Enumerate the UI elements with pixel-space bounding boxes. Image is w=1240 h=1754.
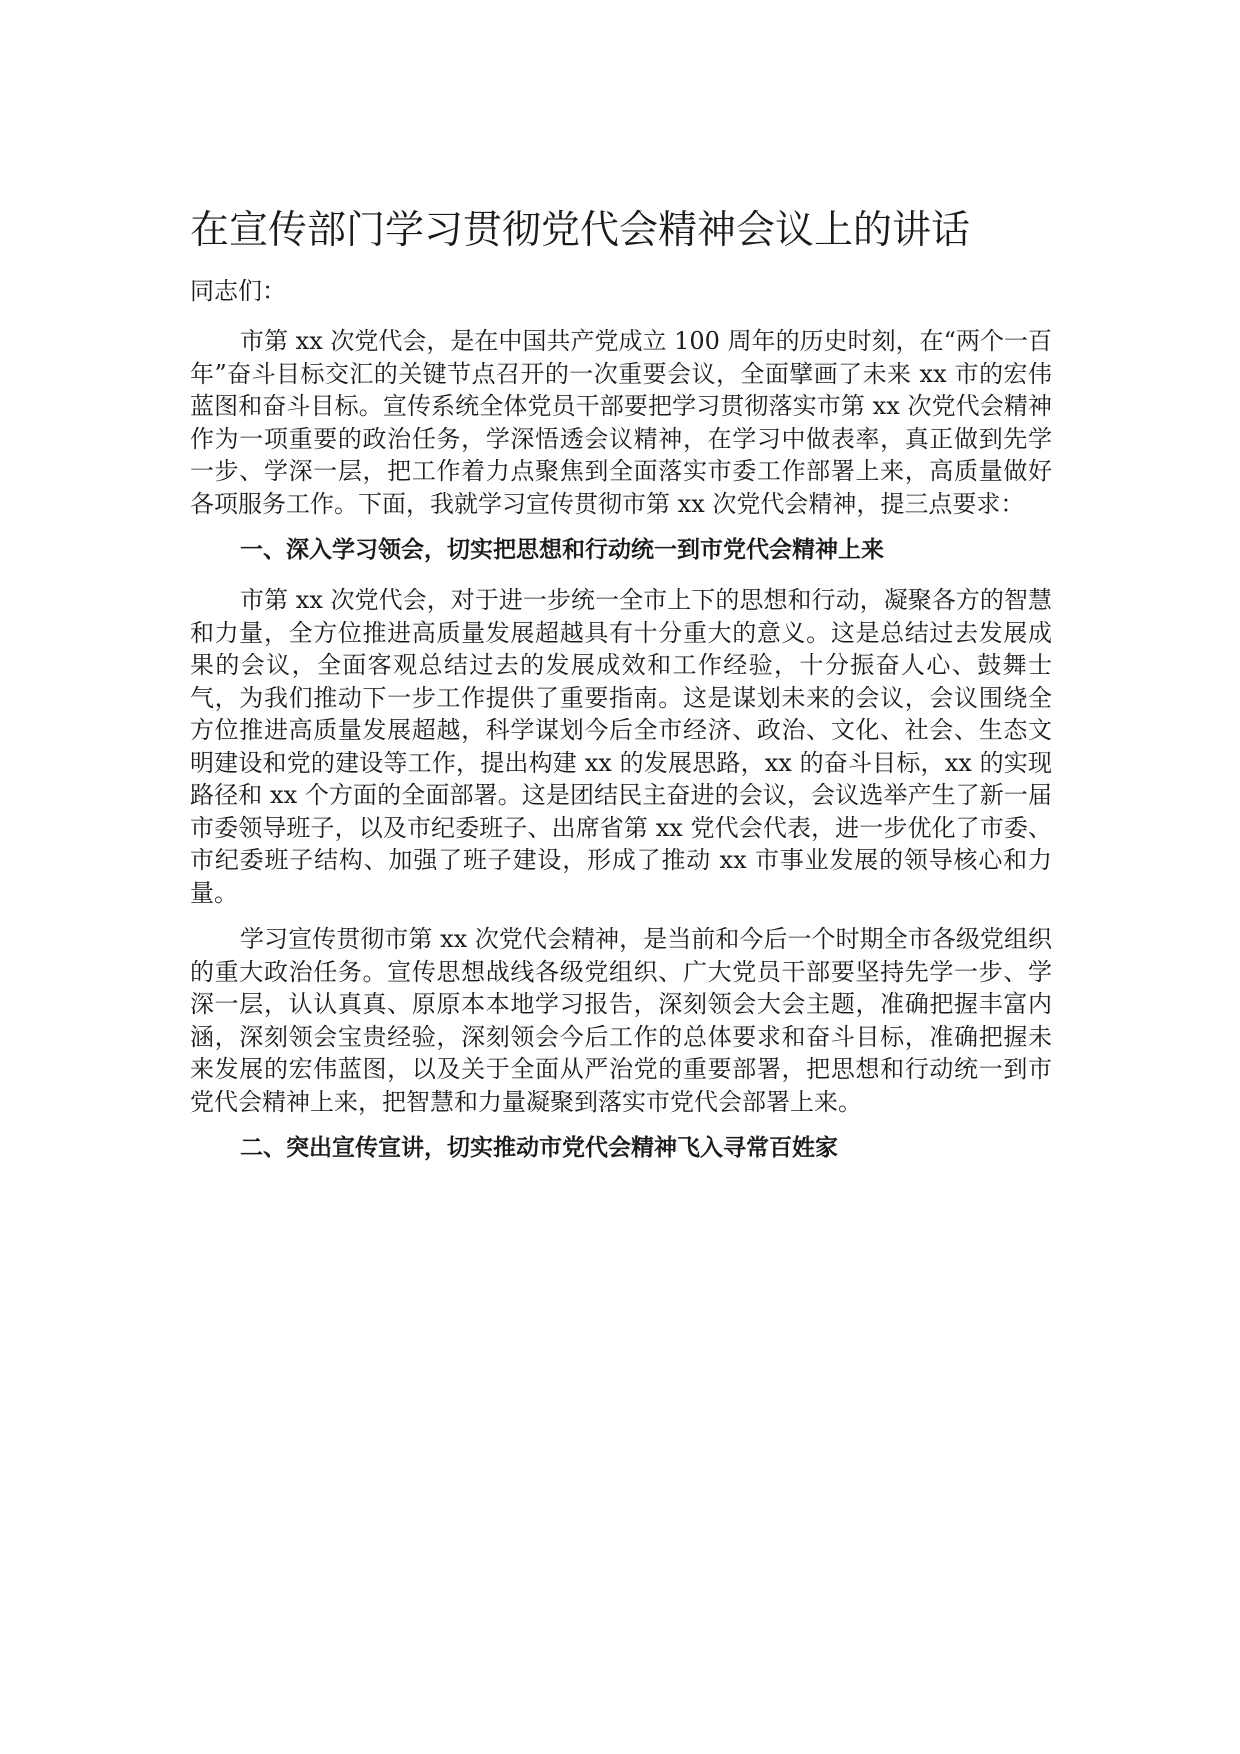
salutation: 同志们：	[190, 277, 286, 305]
section-1-paragraph-1: 市第 xx 次党代会，对于进一步统一全市上下的思想和行动，凝聚各方的智慧和力量，全方位推进高质量发展超越具有十分重大的意义。这是总结过去发展成果的会议，全面客观总结过去的发展成效和工作经验，十分振奋人心、鼓舞士气，为我们推动下一步工作提供了重要指南。这是谋划未来的会议，会议围绕全方位推进高质量发展超越，科学谋划今后全市经济、政治、文化、社会、生态文明建设和党的建设等工作，提出构建 xx 的发展思路，xx 的奋斗目标，xx 的实现路径和 xx 个方面的全面部署。这是团结民主奋进的会议，会议选举产生了新一届市委领导班子，以及市纪委班子、出席省第 xx 党代会代表，进一步优化了市委、市纪委班子结构、加强了班子建设，形成了推动 xx 市事业发展的领导核心和力量。	[190, 586, 1052, 907]
document-title: 在宣传部门学习贯彻党代会精神会议上的讲话	[190, 208, 971, 253]
section-1-paragraph-2: 学习宣传贯彻市第 xx 次党代会精神，是当前和今后一个时期全市各级党组织的重大政治任务。宣传思想战线各级党组织、广大党员干部要坚持先学一步、学深一层，认认真真、原原本本地学习报告，深刻领会大会主题，准确把握丰富内涵，深刻领会宝贵经验，深刻领会今后工作的总体要求和奋斗目标，准确把握未来发展的宏伟蓝图，以及关于全面从严治党的重要部署，把思想和行动统一到市党代会精神上来，把智慧和力量凝聚到落实市党代会部署上来。	[190, 925, 1052, 1116]
section-2-heading: 二、突出宣传宣讲，切实推动市党代会精神飞入寻常百姓家	[240, 1135, 838, 1161]
document-body	[190, 205, 1052, 1182]
intro-paragraph: 市第 xx 次党代会，是在中国共产党成立 100 周年的历史时刻，在“两个一百年”奋斗目标交汇的关键节点召开的一次重要会议，全面擘画了未来 xx 市的宏伟蓝图和奋斗目标。宣传系统全体党员干部要把学习贯彻落实市第 xx 次党代会精神作为一项重要的政治任务，学深悟透会议精神，在学习中做表率，真正做到先学一步、学深一层，把工作着力点聚焦到全面落实市委工作部署上来，高质量做好各项服务工作。下面，我就学习宣传贯彻市第 xx 次党代会精神，提三点要求：	[190, 327, 1052, 518]
section-1-heading: 一、深入学习领会，切实把思想和行动统一到市党代会精神上来	[240, 537, 884, 563]
